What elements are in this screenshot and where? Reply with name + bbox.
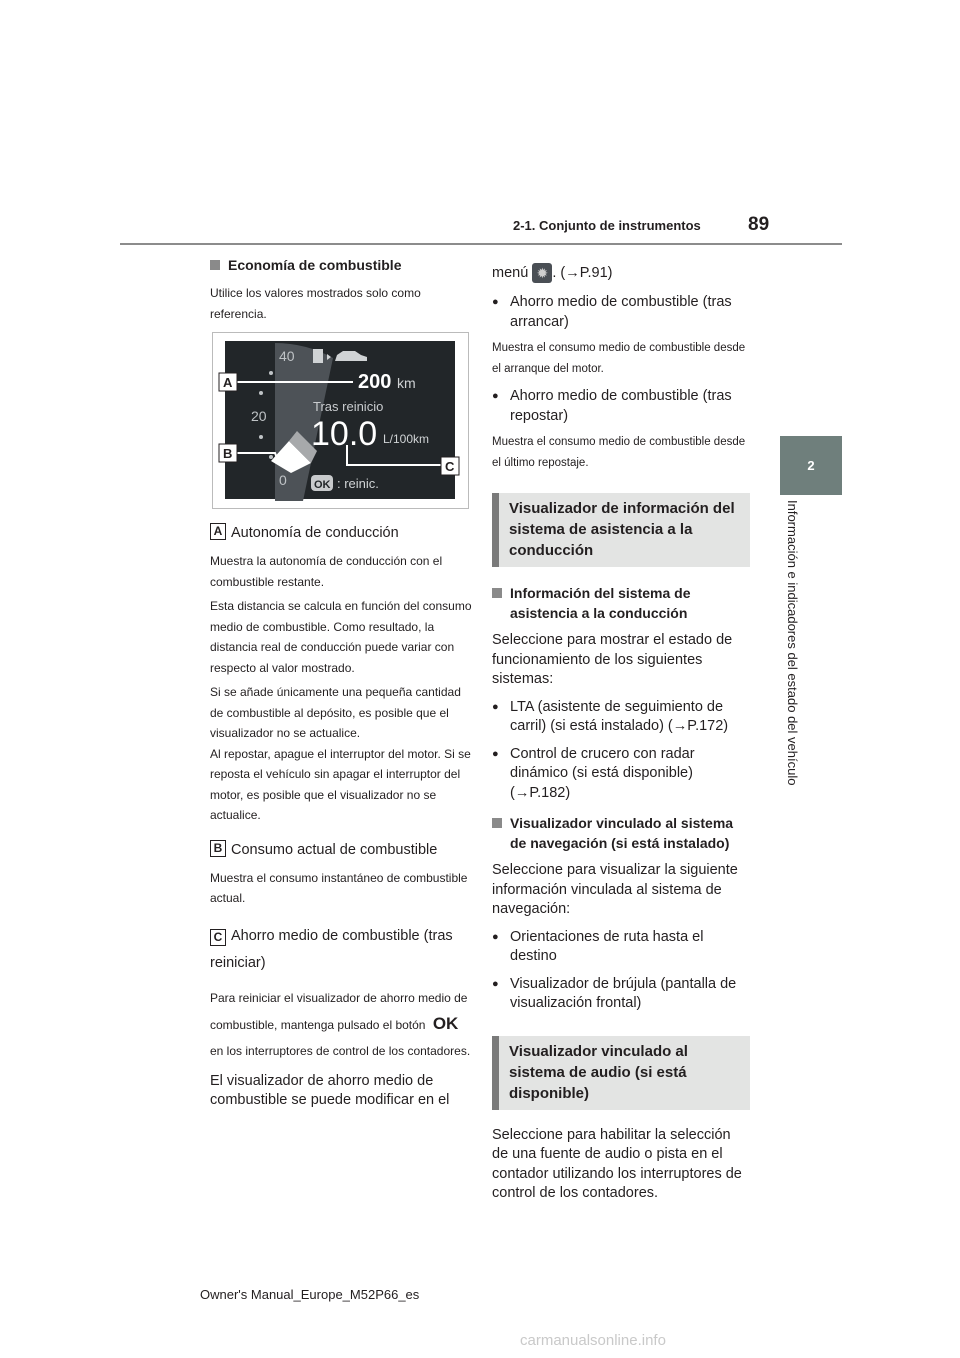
driving-assist-heading: Información del sistema de asistencia a la conducción [492, 583, 750, 623]
bullet-after-start-desc: Muestra el consumo medio de combustible desde el arranque del motor. [492, 342, 746, 375]
scale-dot [269, 455, 273, 459]
left-column [210, 255, 472, 328]
item-a-para-4: Al repostar, apague el interruptor del motor. Si se reposta el vehículo sin apagar el interruptor del motor, es posible que el visualizador no se actualice. [210, 746, 471, 822]
scale-label-0: 0 [279, 472, 287, 488]
bullet-compass: ● Visualizador de brújula (pantalla de visualización frontal) [492, 975, 750, 1014]
section-title: 2-1. Conjunto de instrumentos [513, 218, 701, 233]
economy-unit: L/100km [383, 432, 430, 446]
section-box-driving-assist: Visualizador de información del sistema de asistencia a la conducción [492, 493, 750, 567]
mode-label: Tras reinicio [313, 399, 384, 414]
scale-label-20: 20 [251, 408, 267, 424]
fuel-economy-heading: Economía de combustible [210, 255, 472, 275]
item-b-para-1: Muestra el consumo instantáneo de combustible actual. [210, 870, 468, 905]
item-c-title-text: Ahorro medio de combustible (tras reiniciar) [210, 927, 453, 971]
label-a-box: A [210, 523, 226, 540]
economy-value: 10.0 [311, 415, 378, 453]
bullet-after-refuel: ● Ahorro medio de combustible (tras repostar) [492, 387, 750, 426]
item-b-title [210, 840, 472, 860]
menu-reference-post: . (→P.91) [552, 264, 613, 281]
ok-button-text: OK [314, 479, 331, 491]
section-box-audio: Visualizador vinculado al sistema de audio (si está disponible) [492, 1036, 750, 1110]
callout-label-c: C [445, 459, 455, 474]
driving-assist-body: Seleccione para mostrar el estado de funcionamiento de los siguientes sistemas: [492, 632, 733, 688]
bullet-after-refuel-desc: Muestra el consumo medio de combustible desde el último repostaje. [492, 436, 746, 469]
settings-gear-icon: ✹ [532, 263, 552, 283]
item-a-para-3: Si se añade únicamente una pequeña cantidad de combustible al depósito, es posible que el visualizador no se actualice. [210, 685, 461, 740]
range-unit: km [397, 375, 416, 391]
item-c-para-1-pre: Para reiniciar el visualizador de ahorro medio de combustible, mantenga pulsado el botón [210, 990, 468, 1032]
scale-dot [269, 371, 273, 375]
fuel-economy-figure [212, 332, 469, 509]
item-a-para-1: Muestra la autonomía de conducción con el combustible restante. [210, 554, 443, 589]
callout-label-b: B [223, 446, 233, 461]
scale-label-40: 40 [279, 348, 295, 364]
fuel-economy-intro: Utilice los valores mostrados solo como referencia. [210, 286, 421, 321]
page-number: 89 [748, 214, 770, 235]
label-b-box: B [210, 840, 226, 857]
item-a-title [210, 523, 472, 543]
chapter-side-text: Información e indicadores del estado del vehículo [785, 500, 800, 786]
header-rule [120, 243, 842, 245]
ok-button-glyph: OK [432, 1013, 459, 1033]
item-a-title-text: Autonomía de conducción [231, 525, 399, 541]
left-column-items [210, 515, 472, 1117]
meter-display-illustration [213, 333, 468, 508]
scale-dot [259, 435, 263, 439]
item-c-para-1 [210, 985, 472, 1064]
bullet-route-guidance: ● Orientaciones de ruta hasta el destino [492, 928, 750, 967]
chapter-number: 2 [807, 458, 815, 473]
label-c-box: C [210, 929, 226, 946]
menu-reference-pre: menú [492, 264, 529, 281]
watermark: carmanualsonline.info [520, 1332, 666, 1349]
audio-body: Seleccione para habilitar la selección de una fuente de audio o pista en el contador utilizando los interruptores de control de los contadores. [492, 1126, 742, 1202]
navigation-body: Seleccione para visualizar la siguiente información vinculada al sistema de navegación: [492, 862, 738, 918]
bullet-lta: ● LTA (asistente de seguimiento de carril) (si está instalado) (→P.172) [492, 698, 750, 737]
bullet-after-start: ● Ahorro medio de combustible (tras arrancar) [492, 293, 750, 332]
reset-label: : reinic. [337, 476, 379, 491]
bullet-radar-cruise: ● Control de crucero con radar dinámico (si está disponible) (→P.182) [492, 745, 750, 804]
item-a-para-2: Esta distancia se calcula en función del consumo medio de combustible. Como resultado, la distancia real de conducción puede variar con respecto al valor mostrado. [210, 599, 472, 675]
scale-dot [259, 391, 263, 395]
callout-label-a: A [223, 375, 233, 390]
fuel-pump-icon [313, 349, 323, 363]
footer-text: Owner's Manual_Europe_M52P66_es [200, 1287, 420, 1302]
item-c-para-2: El visualizador de ahorro medio de combustible se puede modificar en el [210, 1072, 450, 1108]
item-c-title [210, 923, 472, 977]
range-value: 200 [358, 371, 392, 393]
chapter-side-title [772, 500, 812, 815]
right-column [492, 263, 750, 1210]
item-c-para-1-post: en los interruptores de control de los contadores. [210, 1043, 471, 1058]
navigation-heading: Visualizador vinculado al sistema de navegación (si está instalado) [492, 813, 750, 853]
menu-reference [492, 263, 750, 283]
item-b-title-text: Consumo actual de combustible [231, 841, 438, 858]
